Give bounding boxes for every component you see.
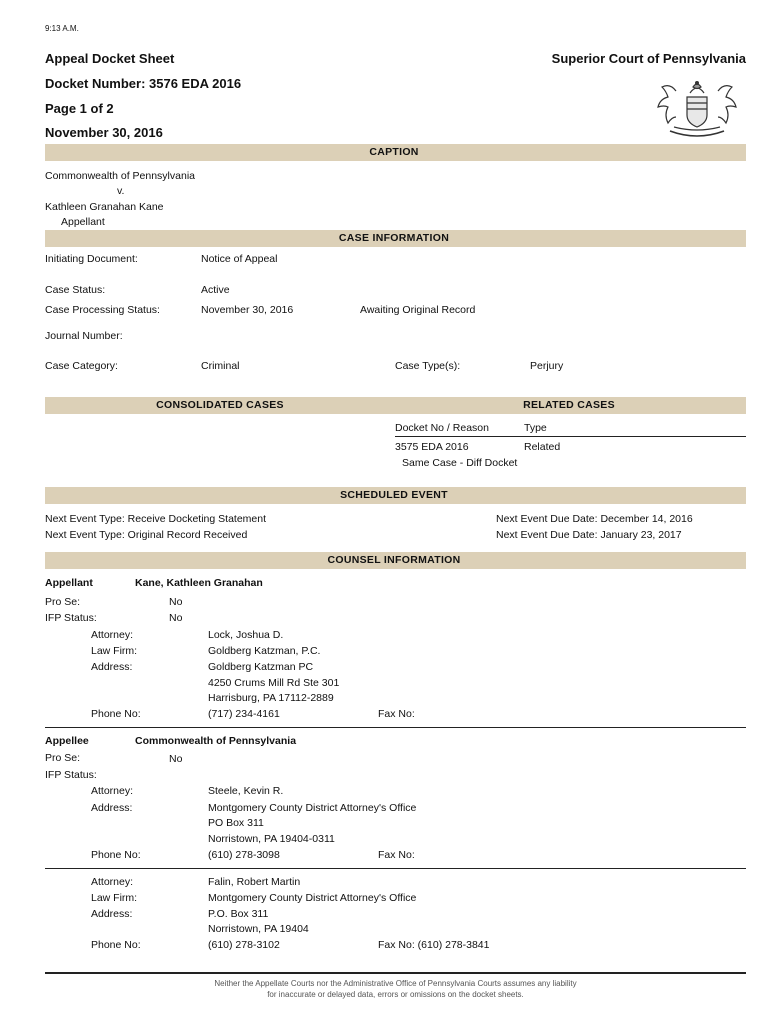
footer-disclaimer-line1: Neither the Appellate Courts nor the Administrative Office of Pennsylvania Courts assumes any liability [214,979,577,988]
appellee-attorney1-address-line2: PO Box 311 [208,817,264,829]
appellant-lawfirm: Goldberg Katzman, P.C. [208,645,321,657]
event-due-1: Next Event Due Date: December 14, 2016 [496,513,693,525]
appellee-attorney2-address-line2: Norristown, PA 19404 [208,923,309,935]
case-types-value: Perjury [530,360,564,372]
counsel-information-bar [45,552,746,569]
appellant-fax: Fax No: [378,708,415,720]
appellant-ifp-value: No [169,612,183,624]
case-types-label: Case Type(s): [395,360,461,372]
case-category-value: Criminal [201,360,240,372]
case-information-bar [45,230,746,247]
initiating-document-value: Notice of Appeal [201,253,278,265]
appellee-attorney2-address-label: Address: [91,908,133,920]
related-docket: 3575 EDA 2016 [395,441,469,453]
appellant-attorney: Lock, Joshua D. [208,629,284,641]
appellant-address-line2: 4250 Crums Mill Rd Ste 301 [208,677,340,689]
pennsylvania-coat-of-arms-icon [654,79,740,139]
case-category-label: Case Category: [45,360,118,372]
appellant-address-label: Address: [91,661,133,673]
related-cases-title: RELATED CASES [523,399,615,411]
appellee-attorney2-phone-label: Phone No: [91,939,141,951]
appellant-phone: (717) 234-4161 [208,708,280,720]
initiating-document-label: Initiating Document: [45,253,138,265]
caption-versus: v. [117,185,125,197]
related-col-docket: Docket No / Reason [395,422,489,434]
related-reason: Same Case - Diff Docket [402,457,518,469]
caption-party1: Commonwealth of Pennsylvania [45,170,195,182]
event-type-1: Next Event Type: Receive Docketing Statement [45,513,267,525]
related-type: Related [524,441,561,453]
appellant-address-line1: Goldberg Katzman PC [208,661,314,673]
journal-number-label: Journal Number: [45,330,123,342]
appellant-role: Appellant [45,577,93,589]
appellee-attorney-divider [45,868,746,869]
processing-status-date: November 30, 2016 [201,304,294,316]
appellee-prose-value: No [169,753,183,765]
processing-status-label: Case Processing Status: [45,304,160,316]
page-title: Appeal Docket Sheet [45,51,175,66]
appellant-ifp-label: IFP Status: [45,612,97,624]
cases-bar [45,397,746,414]
appellee-attorney2-phone: (610) 278-3102 [208,939,280,951]
appellee-attorney1-label: Attorney: [91,785,134,797]
appellee-name: Commonwealth of Pennsylvania [135,735,297,747]
appellee-attorney1-address-line3: Norristown, PA 19404-0311 [208,833,335,845]
footer-rule [45,972,746,974]
appellant-address-line3: Harrisburg, PA 17112-2889 [208,692,334,704]
case-information-bar-title: CASE INFORMATION [338,232,450,244]
footer-disclaimer-line2: for inaccurate or delayed data, errors or omissions on the docket sheets. [267,990,524,999]
appellant-prose-label: Pro Se: [45,596,81,608]
related-col-type: Type [524,422,547,434]
caption-role: Appellant [61,216,105,228]
event-type-2: Next Event Type: Original Record Received [45,529,248,541]
caption-party2: Kathleen Granahan Kane [45,201,164,213]
event-due-2: Next Event Due Date: January 23, 2017 [496,529,682,541]
caption-bar [45,144,746,161]
appellee-attorney1-address-label: Address: [91,802,133,814]
appellant-name: Kane, Kathleen Granahan [135,577,263,589]
appellee-ifp-label: IFP Status: [45,769,97,781]
appellee-attorney2-lawfirm: Montgomery County District Attorney's Office [208,892,417,904]
appellee-attorney2: Falin, Robert Martin [208,876,301,888]
case-status-value: Active [201,284,230,296]
consolidated-cases-title: CONSOLIDATED CASES [156,399,284,411]
docket-number: Docket Number: 3576 EDA 2016 [45,76,242,91]
appellee-attorney2-label: Attorney: [91,876,134,888]
appellant-divider [45,727,746,728]
appellant-prose-value: No [169,596,183,608]
appellee-attorney2-lawfirm-label: Law Firm: [91,892,138,904]
case-status-label: Case Status: [45,284,106,296]
appellant-lawfirm-label: Law Firm: [91,645,138,657]
print-time: 9:13 A.M. [45,24,79,33]
appellant-phone-label: Phone No: [91,708,141,720]
appellee-attorney1-phone-label: Phone No: [91,849,141,861]
processing-status-value: Awaiting Original Record [360,304,476,316]
appellee-attorney1-address-line1: Montgomery County District Attorney's Office [208,802,417,814]
appellee-attorney1-fax: Fax No: [378,849,415,861]
caption-bar-title: CAPTION [369,146,419,158]
report-date: November 30, 2016 [45,125,163,140]
appellee-role: Appellee [45,735,89,747]
scheduled-event-bar [45,487,746,504]
appellant-attorney-label: Attorney: [91,629,134,641]
appellee-prose-label: Pro Se: [45,752,81,764]
counsel-information-bar-title: COUNSEL INFORMATION [327,554,461,566]
appellee-attorney2-address-line1: P.O. Box 311 [208,908,269,920]
appellee-attorney2-fax: Fax No: (610) 278-3841 [378,939,490,951]
related-header-rule [395,436,746,437]
court-name: Superior Court of Pennsylvania [551,51,746,66]
scheduled-event-bar-title: SCHEDULED EVENT [340,489,448,501]
appellee-attorney1: Steele, Kevin R. [208,785,284,797]
appellee-attorney1-phone: (610) 278-3098 [208,849,280,861]
page-number: Page 1 of 2 [45,101,114,116]
